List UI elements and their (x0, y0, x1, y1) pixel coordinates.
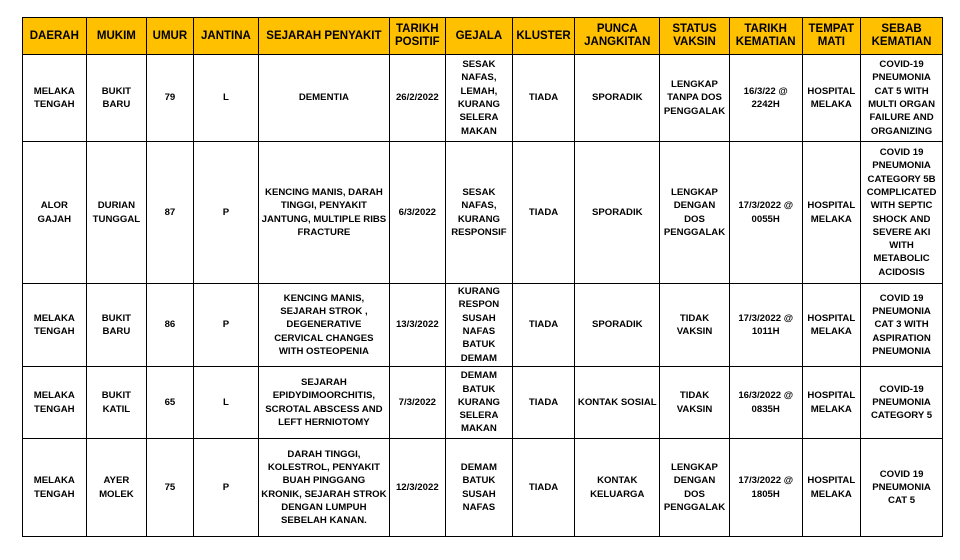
cell-tempat-mati: HOSPITAL MELAKA (802, 439, 861, 537)
cell-punca-jangkitan: SPORADIK (575, 55, 660, 142)
cell-punca-jangkitan: SPORADIK (575, 284, 660, 367)
table-row (23, 439, 943, 537)
cell-tarikh-positif: 12/3/2022 (389, 439, 446, 537)
cell-tempat-mati: HOSPITAL MELAKA (802, 142, 861, 284)
cell-kluster: TIADA (512, 55, 575, 142)
cell-punca-jangkitan: SPORADIK (575, 142, 660, 284)
cell-sejarah-penyakit: KENCING MANIS, SEJARAH STROK , DEGENERATIVE CERVICAL CHANGES WITH OSTEOPENIA (259, 284, 389, 367)
cell-sebab-kematian: COVID-19 PNEUMONIA CATEGORY 5 (861, 367, 943, 439)
table-row (23, 284, 943, 367)
cell-sebab-kematian: COVID 19 PNEUMONIA CAT 5 (861, 439, 943, 537)
cell-kluster: TIADA (512, 367, 575, 439)
col-header-sebab-kematian: SEBAB KEMATIAN (861, 18, 943, 55)
cell-jantina: P (193, 284, 259, 367)
cell-gejala: KURANG RESPON SUSAH NAFAS BATUK DEMAM (446, 284, 513, 367)
cell-umur: 75 (147, 439, 193, 537)
cell-jantina: P (193, 439, 259, 537)
cell-sejarah-penyakit: DEMENTIA (259, 55, 389, 142)
cell-mukim: DURIAN TUNGGAL (86, 142, 147, 284)
cell-daerah: MELAKA TENGAH (23, 55, 87, 142)
cell-tarikh-kematian: 16/3/22 @ 2242H (729, 55, 802, 142)
col-header-tempat-mati: TEMPAT MATI (802, 18, 861, 55)
cell-kluster: TIADA (512, 284, 575, 367)
cell-status-vaksin: LENGKAP DENGAN DOS PENGGALAK (660, 142, 730, 284)
col-header-punca-jangkitan: PUNCA JANGKITAN (575, 18, 660, 55)
cell-status-vaksin: TIDAK VAKSIN (660, 367, 730, 439)
col-header-tarikh-positif: TARIKH POSITIF (389, 18, 446, 55)
cell-jantina: L (193, 55, 259, 142)
cell-kluster: TIADA (512, 439, 575, 537)
col-header-daerah: DAERAH (23, 18, 87, 55)
cell-status-vaksin: LENGKAP DENGAN DOS PENGGALAK (660, 439, 730, 537)
cell-tarikh-positif: 6/3/2022 (389, 142, 446, 284)
cell-tempat-mati: HOSPITAL MELAKA (802, 284, 861, 367)
header-row (23, 18, 943, 55)
cell-tarikh-positif: 7/3/2022 (389, 367, 446, 439)
cell-tarikh-positif: 26/2/2022 (389, 55, 446, 142)
cell-tarikh-kematian: 17/3/2022 @ 0055H (729, 142, 802, 284)
cell-status-vaksin: TIDAK VAKSIN (660, 284, 730, 367)
cell-umur: 79 (147, 55, 193, 142)
cell-mukim: BUKIT BARU (86, 55, 147, 142)
cell-daerah: MELAKA TENGAH (23, 439, 87, 537)
table-row (23, 55, 943, 142)
table-row (23, 142, 943, 284)
cell-gejala: SESAK NAFAS, KURANG RESPONSIF (446, 142, 513, 284)
cell-daerah: MELAKA TENGAH (23, 284, 87, 367)
cell-daerah: MELAKA TENGAH (23, 367, 87, 439)
cell-jantina: P (193, 142, 259, 284)
cell-sejarah-penyakit: SEJARAH EPIDYDIMOORCHITIS, SCROTAL ABSCESS AND LEFT HERNIOTOMY (259, 367, 389, 439)
cell-sejarah-penyakit: KENCING MANIS, DARAH TINGGI, PENYAKIT JANTUNG, MULTIPLE RIBS FRACTURE (259, 142, 389, 284)
table-row (23, 367, 943, 439)
cell-punca-jangkitan: KONTAK SOSIAL (575, 367, 660, 439)
col-header-mukim: MUKIM (86, 18, 147, 55)
cell-tarikh-kematian: 17/3/2022 @ 1805H (729, 439, 802, 537)
cell-status-vaksin: LENGKAP TANPA DOS PENGGALAK (660, 55, 730, 142)
cell-sebab-kematian: COVID 19 PNEUMONIA CATEGORY 5B COMPLICATED WITH SEPTIC SHOCK AND SEVERE AKI WITH METABOLIC ACIDOSIS (861, 142, 943, 284)
cell-sebab-kematian: COVID-19 PNEUMONIA CAT 5 WITH MULTI ORGAN FAILURE AND ORGANIZING (861, 55, 943, 142)
col-header-gejala: GEJALA (446, 18, 513, 55)
cell-tempat-mati: HOSPITAL MELAKA (802, 55, 861, 142)
cell-sebab-kematian: COVID 19 PNEUMONIA CAT 3 WITH ASPIRATION PNEUMONIA (861, 284, 943, 367)
cell-tarikh-kematian: 17/3/2022 @ 1011H (729, 284, 802, 367)
cell-mukim: BUKIT BARU (86, 284, 147, 367)
death-report-table-wrapper (22, 17, 943, 537)
cell-mukim: BUKIT KATIL (86, 367, 147, 439)
col-header-sejarah-penyakit: SEJARAH PENYAKIT (259, 18, 389, 55)
cell-gejala: DEMAM BATUK KURANG SELERA MAKAN (446, 367, 513, 439)
cell-daerah: ALOR GAJAH (23, 142, 87, 284)
col-header-tarikh-kematian: TARIKH KEMATIAN (729, 18, 802, 55)
cell-sejarah-penyakit: DARAH TINGGI, KOLESTROL, PENYAKIT BUAH PINGGANG KRONIK, SEJARAH STROK DENGAN LUMPUH SEBELAH KANAN. (259, 439, 389, 537)
cell-umur: 86 (147, 284, 193, 367)
cell-jantina: L (193, 367, 259, 439)
cell-gejala: DEMAM BATUK SUSAH NAFAS (446, 439, 513, 537)
cell-tarikh-kematian: 16/3/2022 @ 0835H (729, 367, 802, 439)
cell-tarikh-positif: 13/3/2022 (389, 284, 446, 367)
cell-umur: 65 (147, 367, 193, 439)
cell-gejala: SESAK NAFAS, LEMAH, KURANG SELERA MAKAN (446, 55, 513, 142)
cell-punca-jangkitan: KONTAK KELUARGA (575, 439, 660, 537)
col-header-jantina: JANTINA (193, 18, 259, 55)
col-header-kluster: KLUSTER (512, 18, 575, 55)
col-header-status-vaksin: STATUS VAKSIN (660, 18, 730, 55)
cell-umur: 87 (147, 142, 193, 284)
cell-mukim: AYER MOLEK (86, 439, 147, 537)
cell-tempat-mati: HOSPITAL MELAKA (802, 367, 861, 439)
col-header-umur: UMUR (147, 18, 193, 55)
cell-kluster: TIADA (512, 142, 575, 284)
death-report-table (22, 17, 943, 537)
